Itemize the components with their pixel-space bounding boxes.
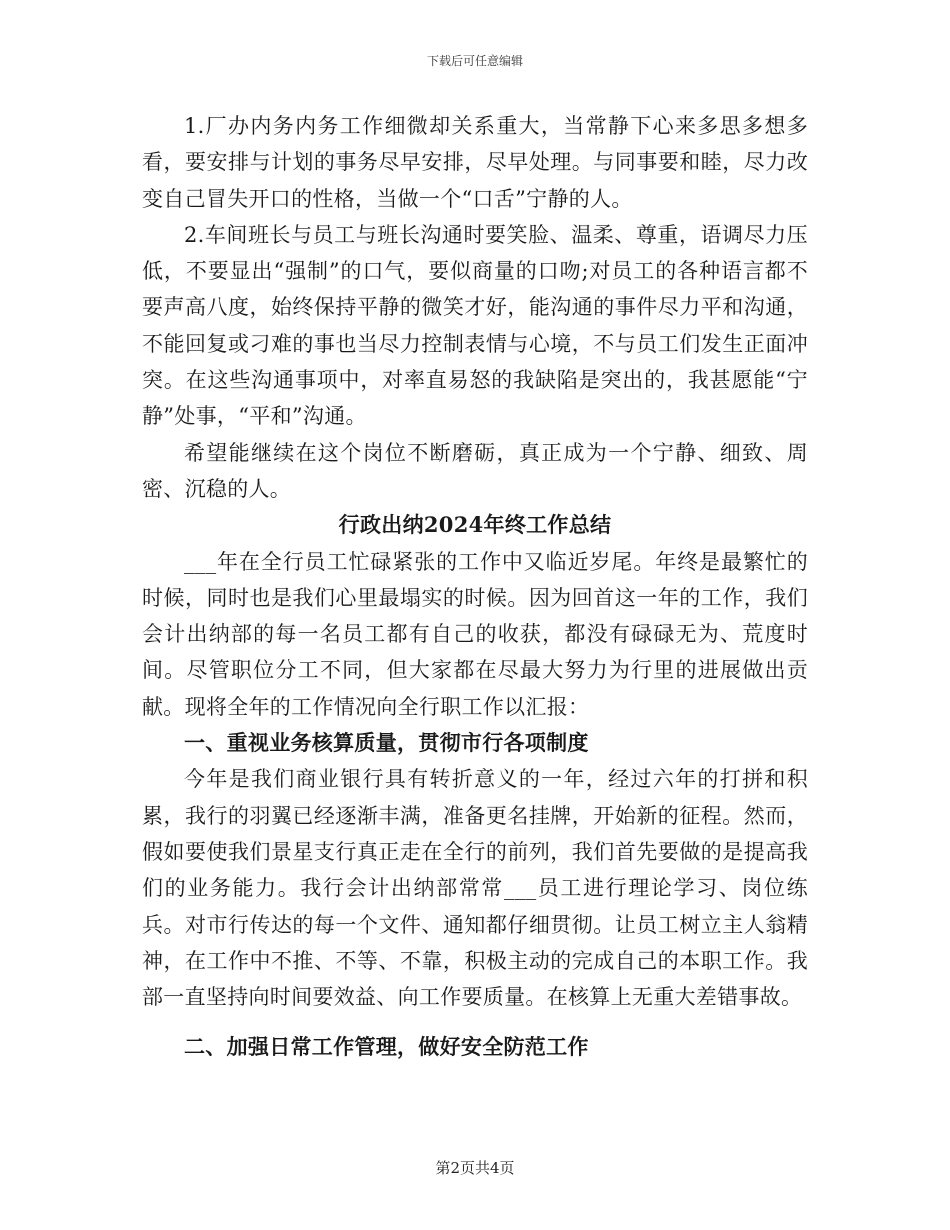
heading-2: 二、加强日常工作管理，做好安全防范工作: [184, 1034, 589, 1060]
paragraph-1: 1.厂办内务内务工作细微却关系重大，当常静下心来多思多想多看，要安排与计划的事务尽早安排，尽早处理。与同事要和睦，尽力改变自己冒失开口的性格，当做一个“口舌”宁静的人。: [142, 114, 808, 211]
section-title: 行政出纳2024年终工作总结: [338, 512, 612, 538]
paragraph-4: ___年在全行员工忙碌紧张的工作中又临近岁尾。年终是最繁忙的时候，同时也是我们心里最塌实的时候。因为回首这一年的工作，我们会计出纳部的每一名员工都有自己的收获，都没有碌碌无为、荒度时间。尽管职位分工不同，但大家都在尽最大努力为行里的进展做出贡献。现将全年的工作情况向全行职工作以汇报：: [142, 549, 808, 719]
page-footer: 第2页共4页: [435, 1159, 515, 1177]
page-header: 下载后可任意编辑: [426, 54, 523, 68]
paragraph-3: 希望能继续在这个岗位不断磨砺，真正成为一个宁静、细致、周密、沉稳的人。: [142, 440, 808, 501]
paragraph-2: 2.车间班长与员工与班长沟通时要笑脸、温柔、尊重，语调尽力压低，不要显出“强制”的口气，要似商量的口吻;对员工的各种语言都不要声高八度，始终保持平静的微笑才好，能沟通的事件尽力平和沟通，不能回复或刁难的事也当尽力控制表情与心境，不与员工们发生正面冲突。在这些沟通事项中，对率直易怒的我缺陷是突出的，我甚愿能“宁静”处事，“平和”沟通。: [142, 222, 808, 429]
paragraph-5: 今年是我们商业银行具有转折意义的一年，经过六年的打拼和积累，我行的羽翼已经逐渐丰满，准备更名挂牌，开始新的征程。然而，假如要使我们景星支行真正走在全行的前列，我们首先要做的是提高我们的业务能力。我行会计出纳部常常___员工进行理论学习、岗位练兵。对市行传达的每一个文件、通知都仔细贯彻。让员工树立主人翁精神，在工作中不推、不等、不靠，积极主动的完成自己的本职工作。我部一直坚持向时间要效益、向工作要质量。在核算上无重大差错事故。: [142, 767, 808, 1010]
document-body: [142, 108, 808, 1066]
heading-1: 一、重视业务核算质量，贯彻市行各项制度: [184, 730, 589, 756]
